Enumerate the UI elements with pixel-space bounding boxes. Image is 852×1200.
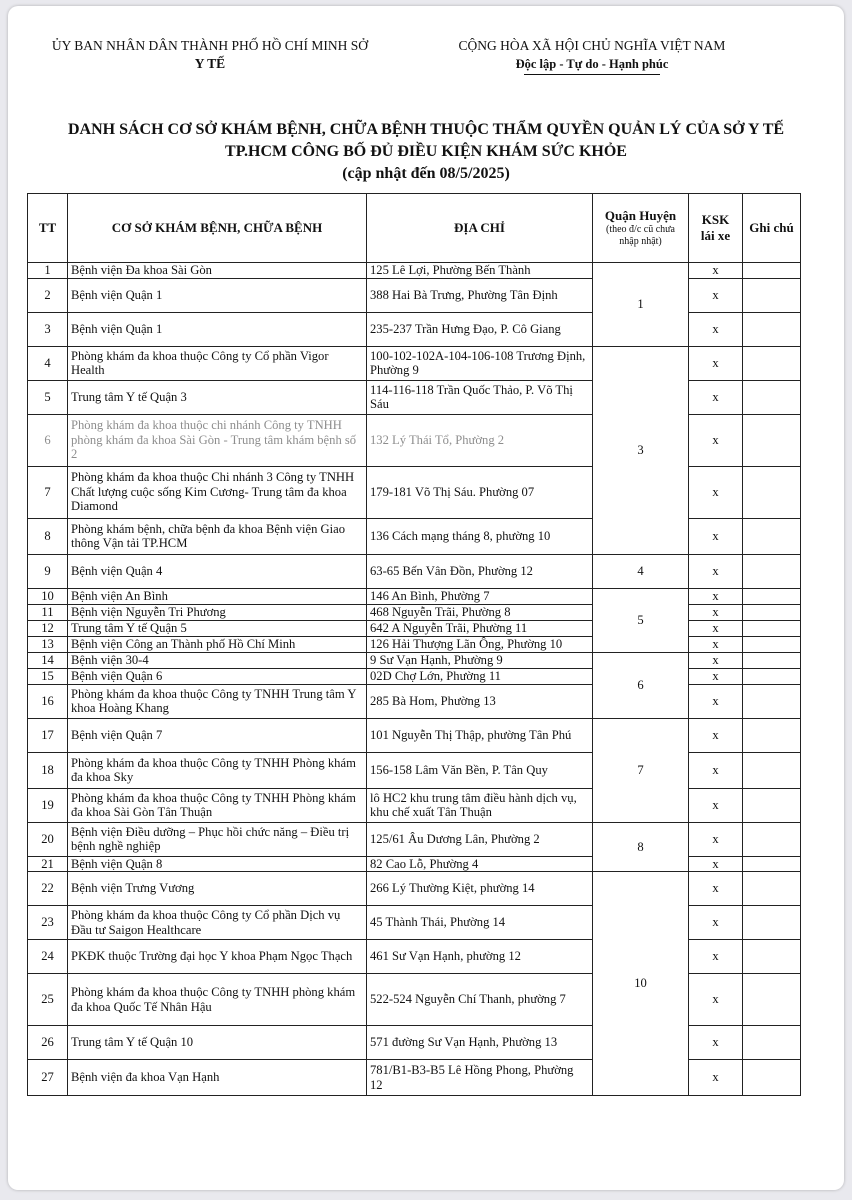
facility-name: Phòng khám đa khoa thuộc Công ty TNHH Phòng khám đa khoa Sài Gòn Tân Thuận [68, 788, 367, 822]
facility-name: Bệnh viện Quận 1 [68, 312, 367, 346]
facility-address: 132 Lý Thái Tổ, Phường 2 [367, 414, 593, 466]
table-row [28, 346, 801, 380]
document-page [8, 6, 844, 1190]
facility-name: Bệnh viện Trưng Vương [68, 872, 367, 906]
facility-name: Phòng khám đa khoa thuộc chi nhánh Công ty TNHH phòng khám đa khoa Sài Gòn - Trung tâm khám bệnh số 2 [68, 414, 367, 466]
note-cell [743, 554, 801, 588]
facility-address: lô HC2 khu trung tâm điều hành dịch vụ, khu chế xuất Tân Thuận [367, 788, 593, 822]
facility-name: Bệnh viện An Bình [68, 588, 367, 604]
facility-address: 02D Chợ Lớn, Phường 11 [367, 668, 593, 684]
note-cell [743, 263, 801, 279]
note-cell [743, 668, 801, 684]
ksk-driver-mark: x [689, 668, 743, 684]
row-number: 17 [28, 718, 68, 752]
row-number: 7 [28, 466, 68, 518]
ksk-driver-mark: x [689, 346, 743, 380]
row-number: 25 [28, 974, 68, 1026]
facility-name: Bệnh viện Quận 4 [68, 554, 367, 588]
row-number: 22 [28, 872, 68, 906]
row-number: 11 [28, 604, 68, 620]
ksk-driver-mark: x [689, 856, 743, 872]
facility-address: 285 Bà Hom, Phường 13 [367, 684, 593, 718]
facility-name: Trung tâm Y tế Quận 10 [68, 1026, 367, 1060]
facility-name: Bệnh viện đa khoa Vạn Hạnh [68, 1060, 367, 1096]
ksk-driver-mark: x [689, 718, 743, 752]
title-update-date: (cập nhật đến 08/5/2025) [342, 165, 510, 182]
facility-address: 100-102-102A-104-106-108 Trương Định, Phường 9 [367, 346, 593, 380]
ksk-driver-mark: x [689, 380, 743, 414]
facility-name: PKĐK thuộc Trường đại học Y khoa Phạm Ngọc Thạch [68, 940, 367, 974]
col-header-tt: TT [28, 194, 68, 263]
note-cell [743, 974, 801, 1026]
issuing-agency [30, 37, 390, 73]
table-row [28, 822, 801, 856]
facility-name: Bệnh viện Điều dưỡng – Phục hồi chức năng – Điều trị bệnh nghề nghiệp [68, 822, 367, 856]
title-line-2: TP.HCM CÔNG BỐ ĐỦ ĐIỀU KIỆN KHÁM SỨC KHỎE [225, 143, 627, 160]
district-cell: 10 [593, 872, 689, 1096]
note-cell [743, 856, 801, 872]
facility-name: Bệnh viện Nguyễn Tri Phương [68, 604, 367, 620]
row-number: 2 [28, 278, 68, 312]
ksk-driver-mark: x [689, 974, 743, 1026]
row-number: 23 [28, 906, 68, 940]
table-row [28, 263, 801, 279]
ksk-driver-mark: x [689, 872, 743, 906]
district-cell: 5 [593, 588, 689, 652]
ksk-driver-mark: x [689, 466, 743, 518]
col-header-address: ĐỊA CHỈ [367, 194, 593, 263]
table-body [28, 263, 801, 1096]
note-cell [743, 636, 801, 652]
ksk-driver-mark: x [689, 788, 743, 822]
row-number: 12 [28, 620, 68, 636]
agency-line-1: ỦY BAN NHÂN DÂN THÀNH PHỐ HỒ CHÍ MINH SỞ [51, 38, 369, 53]
row-number: 14 [28, 652, 68, 668]
district-header-label: Quận Huyện [604, 208, 677, 223]
facility-name: Phòng khám đa khoa thuộc Công ty TNHH phòng khám đa khoa Quốc Tế Nhân Hậu [68, 974, 367, 1026]
facility-address: 82 Cao Lỗ, Phường 4 [367, 856, 593, 872]
facility-name: Bệnh viện Quận 7 [68, 718, 367, 752]
note-cell [743, 346, 801, 380]
document-title [28, 119, 824, 185]
row-number: 5 [28, 380, 68, 414]
facility-address: 235-237 Trần Hưng Đạo, P. Cô Giang [367, 312, 593, 346]
note-cell [743, 466, 801, 518]
ksk-driver-mark: x [689, 1060, 743, 1096]
facility-name: Phòng khám đa khoa thuộc Công ty TNHH Phòng khám đa khoa Sky [68, 752, 367, 788]
ksk-driver-mark: x [689, 752, 743, 788]
row-number: 1 [28, 263, 68, 279]
facility-name: Phòng khám bệnh, chữa bệnh đa khoa Bệnh viện Giao thông Vận tải TP.HCM [68, 518, 367, 554]
row-number: 10 [28, 588, 68, 604]
facility-address: 101 Nguyễn Thị Thập, phường Tân Phú [367, 718, 593, 752]
facility-address: 63-65 Bến Vân Đồn, Phường 12 [367, 554, 593, 588]
row-number: 21 [28, 856, 68, 872]
district-cell: 6 [593, 652, 689, 718]
ksk-driver-mark: x [689, 414, 743, 466]
note-cell [743, 872, 801, 906]
ksk-driver-mark: x [689, 588, 743, 604]
facility-name: Bệnh viện 30-4 [68, 652, 367, 668]
table-row [28, 718, 801, 752]
row-number: 8 [28, 518, 68, 554]
table-row [28, 872, 801, 906]
facility-address: 136 Cách mạng tháng 8, phường 10 [367, 518, 593, 554]
ksk-driver-mark: x [689, 652, 743, 668]
facility-address: 388 Hai Bà Trưng, Phường Tân Định [367, 278, 593, 312]
facility-address: 9 Sư Vạn Hạnh, Phường 9 [367, 652, 593, 668]
note-cell [743, 604, 801, 620]
ksk-driver-mark: x [689, 684, 743, 718]
note-cell [743, 1060, 801, 1096]
facility-address: 522-524 Nguyễn Chí Thanh, phường 7 [367, 974, 593, 1026]
facility-address: 571 đường Sư Vạn Hạnh, Phường 13 [367, 1026, 593, 1060]
facility-address: 146 An Bình, Phường 7 [367, 588, 593, 604]
ksk-driver-mark: x [689, 822, 743, 856]
ksk-driver-mark: x [689, 636, 743, 652]
facility-name: Bệnh viện Quận 8 [68, 856, 367, 872]
facility-address: 468 Nguyễn Trãi, Phường 8 [367, 604, 593, 620]
col-header-ksk [689, 194, 743, 263]
facility-name: Trung tâm Y tế Quận 3 [68, 380, 367, 414]
note-cell [743, 652, 801, 668]
note-cell [743, 822, 801, 856]
note-cell [743, 788, 801, 822]
facility-name: Phòng khám đa khoa thuộc Chi nhánh 3 Công ty TNHH Chất lượng cuộc sống Kim Cương- Trung tâm đa khoa Diamond [68, 466, 367, 518]
note-cell [743, 278, 801, 312]
facility-name: Phòng khám đa khoa thuộc Công ty Cổ phần Dịch vụ Đầu tư Saigon Healthcare [68, 906, 367, 940]
row-number: 16 [28, 684, 68, 718]
facility-address: 114-116-118 Trần Quốc Thảo, P. Võ Thị Sáu [367, 380, 593, 414]
ksk-header-line-1: KSK [701, 212, 730, 227]
district-cell: 8 [593, 822, 689, 872]
agency-line-2: Y TẾ [194, 56, 226, 71]
facility-address: 781/B1-B3-B5 Lê Hồng Phong, Phường 12 [367, 1060, 593, 1096]
ksk-driver-mark: x [689, 518, 743, 554]
row-number: 13 [28, 636, 68, 652]
motto-underline [524, 74, 660, 75]
note-cell [743, 414, 801, 466]
col-header-district [593, 194, 689, 263]
table-row [28, 652, 801, 668]
facility-name: Bệnh viện Công an Thành phố Hồ Chí Minh [68, 636, 367, 652]
district-cell: 1 [593, 263, 689, 347]
title-line-1: DANH SÁCH CƠ SỞ KHÁM BỆNH, CHỮA BỆNH THUỘC THẨM QUYỀN QUẢN LÝ CỦA SỞ Y TẾ [67, 121, 785, 138]
row-number: 15 [28, 668, 68, 684]
facility-name: Bệnh viện Quận 6 [68, 668, 367, 684]
facility-name: Phòng khám đa khoa thuộc Công ty TNHH Trung tâm Y khoa Hoàng Khang [68, 684, 367, 718]
ksk-driver-mark: x [689, 906, 743, 940]
row-number: 20 [28, 822, 68, 856]
ksk-driver-mark: x [689, 554, 743, 588]
table-row [28, 588, 801, 604]
facility-name: Trung tâm Y tế Quận 5 [68, 620, 367, 636]
facility-address: 179-181 Võ Thị Sáu. Phường 07 [367, 466, 593, 518]
ksk-driver-mark: x [689, 1026, 743, 1060]
col-header-note: Ghi chú [743, 194, 801, 263]
ksk-driver-mark: x [689, 312, 743, 346]
row-number: 6 [28, 414, 68, 466]
facility-address: 125/61 Âu Dương Lân, Phường 2 [367, 822, 593, 856]
table-row [28, 554, 801, 588]
note-cell [743, 752, 801, 788]
facility-name: Phòng khám đa khoa thuộc Công ty Cổ phần Vigor Health [68, 346, 367, 380]
ksk-driver-mark: x [689, 940, 743, 974]
facility-table [27, 193, 801, 1096]
note-cell [743, 312, 801, 346]
row-number: 26 [28, 1026, 68, 1060]
note-cell [743, 684, 801, 718]
note-cell [743, 1026, 801, 1060]
table-header-row [28, 194, 801, 263]
row-number: 18 [28, 752, 68, 788]
col-header-facility: CƠ SỞ KHÁM BỆNH, CHỮA BỆNH [68, 194, 367, 263]
facility-address: 156-158 Lâm Văn Bền, P. Tân Quy [367, 752, 593, 788]
nation-name: CỘNG HÒA XÃ HỘI CHỦ NGHĨA VIỆT NAM [458, 38, 726, 53]
note-cell [743, 518, 801, 554]
row-number: 19 [28, 788, 68, 822]
facility-name: Bệnh viện Đa khoa Sài Gòn [68, 263, 367, 279]
facility-address: 642 A Nguyễn Trãi, Phường 11 [367, 620, 593, 636]
facility-address: 125 Lê Lợi, Phường Bến Thành [367, 263, 593, 279]
facility-address: 45 Thành Thái, Phường 14 [367, 906, 593, 940]
motto-text: Độc lập - Tự do - Hạnh phúc [515, 57, 669, 71]
district-header-note: (theo đ/c cũ chưa nhập nhật) [606, 224, 675, 247]
ksk-driver-mark: x [689, 263, 743, 279]
note-cell [743, 620, 801, 636]
district-cell: 7 [593, 718, 689, 822]
row-number: 27 [28, 1060, 68, 1096]
note-cell [743, 380, 801, 414]
note-cell [743, 906, 801, 940]
facility-address: 266 Lý Thường Kiệt, phường 14 [367, 872, 593, 906]
facility-address: 461 Sư Vạn Hạnh, phường 12 [367, 940, 593, 974]
ksk-header-line-2: lái xe [700, 228, 731, 243]
ksk-driver-mark: x [689, 278, 743, 312]
district-cell: 4 [593, 554, 689, 588]
facility-address: 126 Hải Thượng Lãn Ông, Phường 10 [367, 636, 593, 652]
note-cell [743, 588, 801, 604]
row-number: 4 [28, 346, 68, 380]
row-number: 3 [28, 312, 68, 346]
facility-name: Bệnh viện Quận 1 [68, 278, 367, 312]
note-cell [743, 940, 801, 974]
note-cell [743, 718, 801, 752]
row-number: 9 [28, 554, 68, 588]
national-motto [442, 37, 742, 75]
ksk-driver-mark: x [689, 604, 743, 620]
row-number: 24 [28, 940, 68, 974]
ksk-driver-mark: x [689, 620, 743, 636]
district-cell: 3 [593, 346, 689, 554]
